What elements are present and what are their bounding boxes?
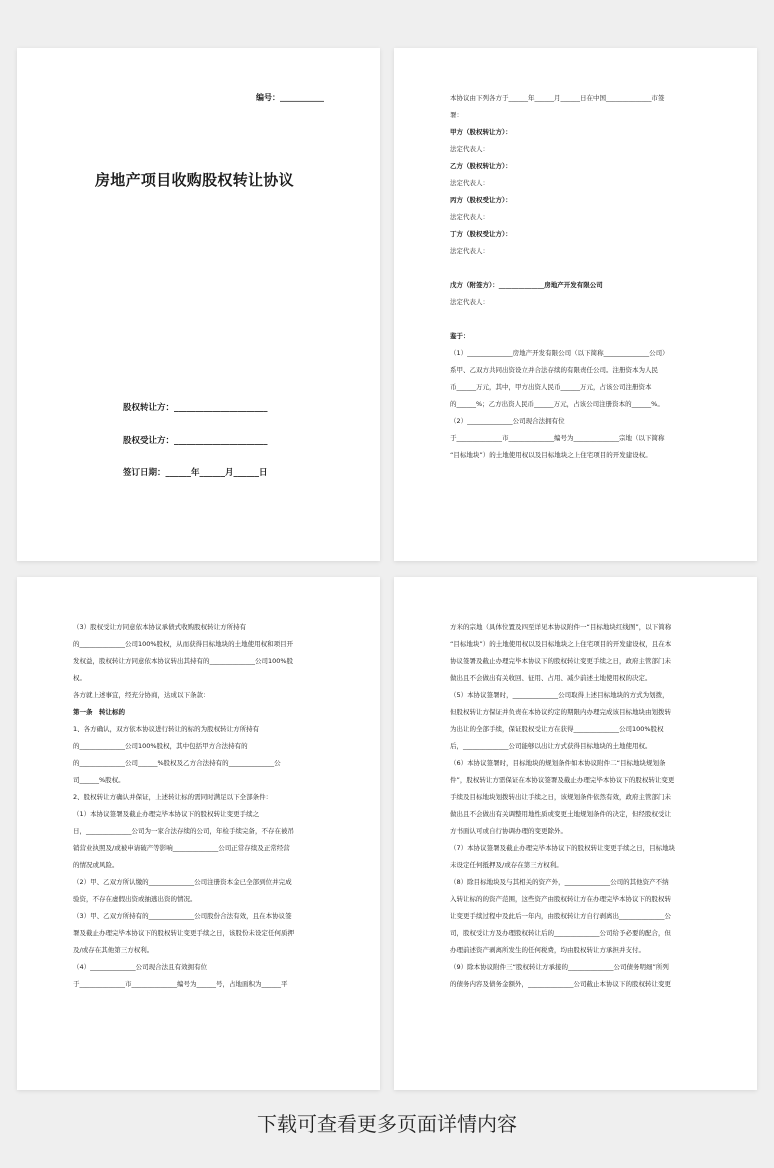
text-line: 的______________公司______%股权及乙方合法持有的______________公	[73, 759, 281, 767]
text-line	[450, 258, 701, 275]
text-line: （9）除本协议附件三“股权转让方承接的______________公司债务明细”所列	[450, 963, 669, 971]
document-number-label: 编号：___________	[256, 93, 324, 102]
transferee-signature-line: 股权受让方：______________________	[123, 436, 268, 446]
page-text-block	[73, 617, 324, 991]
text-line: 法定代表人：	[450, 298, 489, 306]
text-line: 2、股权转让方确认并保证，上述转让标的需同时满足以下全部条件：	[73, 793, 273, 801]
section-heading: 鉴于：	[450, 332, 470, 340]
section-heading: 乙方（股权转让方）：	[450, 162, 512, 170]
text-line: 法定代表人：	[450, 179, 489, 187]
sign-date-line: 签订日期：______年______月______日	[123, 468, 268, 478]
text-line: （8）除目标地块及与其相关的资产外，______________公司的其他资产不纳	[450, 878, 669, 886]
text-line: 入转让标的的资产范围，这些资产由股权转让方在办理完毕本协议下的股权转	[450, 895, 671, 903]
text-line: 系甲、乙双方共同出资设立并合法存续的有限责任公司。注册资本为人民	[450, 366, 658, 374]
text-line: 后，______________公司能够以出让方式获得目标地块的土地使用权。	[450, 742, 652, 750]
text-line: 于______________市______________编号为______________宗地（以下简称	[450, 434, 665, 442]
text-line: 方书面认可或自行协调办理的变更除外。	[450, 827, 567, 835]
text-line: 法定代表人：	[450, 247, 489, 255]
text-line: 手续及目标地块划拨转出让手续之日，该规划条件依然有效，政府主管部门未	[450, 793, 671, 801]
page-article-one	[17, 577, 380, 1090]
text-line: 的______________公司100%股权，其中包括甲方合法持有的	[73, 742, 248, 750]
text-line: “目标地块”）的土地使用权以及目标地块之上住宅项目的开发建设权。	[450, 451, 652, 459]
section-heading: 戊方（附签方）：______________房地产开发有限公司	[450, 281, 603, 289]
text-line: 法定代表人：	[450, 213, 489, 221]
text-line: 各方就上述事宜，经充分协商，达成以下条款：	[73, 691, 210, 699]
download-more-prompt[interactable]: 下载可查看更多页面详情内容	[257, 1112, 517, 1136]
text-line: 做出且不会做出有关收回、征用、占用、减少前述土地使用权的决定。	[450, 674, 652, 682]
text-line: 未设定任何抵押及/或存在第三方权利。	[450, 861, 563, 869]
text-line: （1）本协议签署及截止办理完毕本协议下的股权转让变更手续之	[73, 810, 260, 818]
text-line: 及/或存在其他第三方权利。	[73, 946, 154, 954]
page-text-block	[450, 617, 701, 991]
text-line: 的情况或风险。	[73, 861, 119, 869]
text-line: （7）本协议签署及截止办理完毕本协议下的股权转让变更手续之日，目标地块	[450, 844, 676, 852]
section-heading: 第一条 转让标的	[73, 708, 125, 716]
section-heading: 甲方（股权转让方）：	[450, 128, 512, 136]
text-line: 方米的宗地（具体位置及四至详见本协议附件一“目标地块红线图”，以下简称	[450, 623, 672, 631]
text-line: 本协议由下列各方于______年______月______日在中国______________市签	[450, 94, 665, 102]
text-line: （2）甲、乙双方所认缴的______________公司注册资本金已全部到位并完成	[73, 878, 292, 886]
text-line: 法定代表人：	[450, 145, 489, 153]
text-line: （6）本协议签署时，目标地块的规划条件如本协议附件二“目标地块规划条	[450, 759, 666, 767]
text-line: 的______________公司100%股权，从而获得目标地块的土地使用权和项目开	[73, 640, 294, 648]
text-line: （3）甲、乙双方所持有的______________公司股份合法有效，且在本协议签	[73, 912, 292, 920]
text-line: （4）______________公司现合法且有效拥有位	[73, 963, 208, 971]
section-heading: 丁方（股权受让方）：	[450, 230, 512, 238]
page-parties	[394, 48, 757, 561]
text-line	[450, 309, 701, 326]
text-line: 办理前述资产剥离所发生的任何税费，均由股权转让方承担并支付。	[450, 946, 645, 954]
text-line: 让变更手续过程中及此后一年内，由股权转让方自行剥离出______________公	[450, 912, 671, 920]
text-line: 署及截止办理完毕本协议下的股权转让变更手续之日，该股份未设定任何质押	[73, 929, 294, 937]
text-line: 日，______________公司为一家合法存续的公司，年检手续完备，不存在被吊	[73, 827, 294, 835]
text-line: （1）______________房地产开发有限公司（以下简称______________公司）	[450, 349, 669, 357]
text-line: 1、各方确认，双方依本协议进行转让的标的为股权转让方所持有	[73, 725, 260, 733]
transferor-signature-line: 股权转让方：______________________	[123, 403, 268, 413]
text-line: 销营业执照及/或被申请破产等影响______________公司正常存续及正常经营	[73, 844, 290, 852]
document-title: 房地产项目收购股权转让协议	[95, 171, 294, 189]
text-line: “目标地块”）的土地使用权以及目标地块之上住宅项目的开发建设权，且在本	[450, 640, 672, 648]
page-article-one-continued	[394, 577, 757, 1090]
text-line: 权。	[73, 674, 86, 682]
text-line: 司，股权受让方及办理股权转让后的______________公司给予必要的配合，但	[450, 929, 671, 937]
text-line: 的债务内容及债务金额外，______________公司截止本协议下的股权转让变更	[450, 980, 671, 988]
text-line: 件”，股权转让方需保证在本协议签署及截止办理完毕本协议下的股权转让变更	[450, 776, 675, 784]
text-line: 为出让的全部手续，保证股权受让方在获得______________公司100%股权	[450, 725, 664, 733]
text-line: 于______________市______________编号为______号，占地面积为______平	[73, 980, 288, 988]
text-line: （3）股权受让方同意依本协议承债式收购股权转让方所持有	[73, 623, 247, 631]
text-line: 协议签署及截止办理完毕本协议下的股权转让变更手续之日，政府主管部门未	[450, 657, 671, 665]
text-line: 做出且不会做出有关调整用地性质或变更土地规划条件的决定，但经股权受让	[450, 810, 671, 818]
text-line: 币______万元，其中，甲方出资人民币______万元，占该公司注册资本	[450, 383, 652, 391]
page-text-block	[450, 88, 701, 462]
page-cover	[17, 48, 380, 561]
text-line: 验资，不存在虚假出资或抽逃出资的情况。	[73, 895, 197, 903]
section-heading: 丙方（股权受让方）：	[450, 196, 512, 204]
text-line: 但股权转让方保证并负责在本协议约定的期限内办理完成该目标地块由划拨转	[450, 708, 671, 716]
text-line: 署：	[450, 111, 463, 119]
text-line: 发权益，股权转让方同意依本协议转出其持有的______________公司100%股	[73, 657, 294, 665]
text-line: 的______%；乙方出资人民币______万元，占该公司注册资本的______%。	[450, 400, 664, 408]
text-line: （5）本协议签署时，______________公司取得上述目标地块的方式为划拨，	[450, 691, 669, 699]
text-line: 司______%股权。	[73, 776, 125, 784]
text-line: （2）______________公司现合法拥有位	[450, 417, 565, 425]
